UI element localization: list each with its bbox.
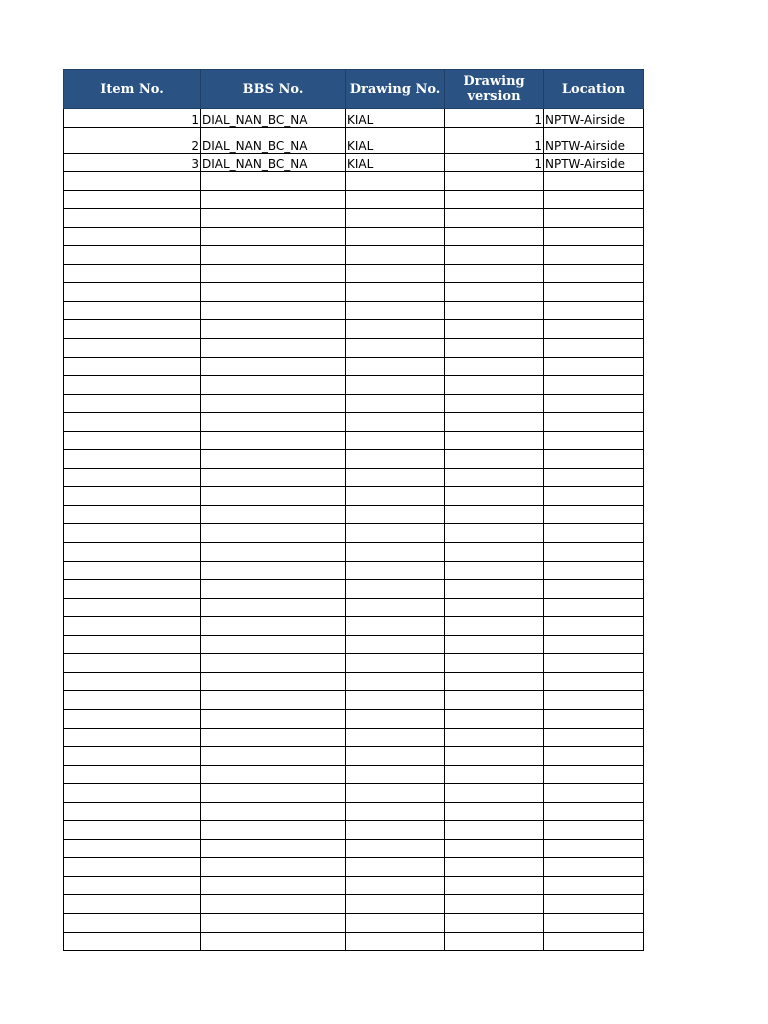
location-cell[interactable] <box>544 524 644 543</box>
item-no-cell[interactable] <box>64 468 201 487</box>
bbs-no-cell[interactable] <box>201 376 346 395</box>
drawing-version-cell[interactable] <box>445 598 544 617</box>
location-cell[interactable] <box>544 895 644 914</box>
location-cell[interactable] <box>544 320 644 339</box>
bbs-no-cell[interactable] <box>201 431 346 450</box>
item-no-cell[interactable]: 2 <box>64 127 201 153</box>
bbs-no-cell[interactable] <box>201 635 346 654</box>
drawing-no-cell[interactable] <box>346 246 445 265</box>
location-cell[interactable] <box>544 765 644 784</box>
drawing-no-cell[interactable] <box>346 895 445 914</box>
empty-row <box>64 209 644 228</box>
bbs-no-cell[interactable] <box>201 747 346 766</box>
drawing-version-cell[interactable] <box>445 858 544 877</box>
empty-row <box>64 784 644 803</box>
drawing-version-cell[interactable] <box>445 709 544 728</box>
empty-row <box>64 765 644 784</box>
drawing-no-cell[interactable] <box>346 691 445 710</box>
drawing-version-cell[interactable] <box>445 561 544 580</box>
location-cell[interactable] <box>544 376 644 395</box>
item-no-cell[interactable]: 3 <box>64 153 201 172</box>
drawing-version-cell[interactable]: 1 <box>445 127 544 153</box>
drawing-no-cell[interactable] <box>346 172 445 191</box>
item-no-cell[interactable] <box>64 598 201 617</box>
bbs-no-cell[interactable] <box>201 802 346 821</box>
empty-row <box>64 301 644 320</box>
drawing-version-cell[interactable] <box>445 190 544 209</box>
item-no-cell[interactable] <box>64 320 201 339</box>
drawing-no-cell[interactable] <box>346 635 445 654</box>
empty-row <box>64 264 644 283</box>
bbs-no-cell[interactable] <box>201 487 346 506</box>
drawing-no-cell[interactable] <box>346 598 445 617</box>
location-cell[interactable] <box>544 821 644 840</box>
bbs-no-cell[interactable] <box>201 691 346 710</box>
location-cell[interactable] <box>544 876 644 895</box>
empty-row <box>64 635 644 654</box>
location-cell[interactable] <box>544 654 644 673</box>
drawing-version-cell[interactable] <box>445 913 544 932</box>
empty-row <box>64 876 644 895</box>
location-cell[interactable] <box>544 431 644 450</box>
bbs-no-cell[interactable] <box>201 858 346 877</box>
drawing-version-cell[interactable] <box>445 895 544 914</box>
item-no-cell[interactable] <box>64 858 201 877</box>
location-cell[interactable] <box>544 913 644 932</box>
empty-row <box>64 617 644 636</box>
location-cell[interactable] <box>544 543 644 562</box>
item-no-cell[interactable] <box>64 487 201 506</box>
drawing-version-cell[interactable] <box>445 172 544 191</box>
drawing-version-cell[interactable] <box>445 635 544 654</box>
item-no-cell[interactable] <box>64 876 201 895</box>
bbs-no-cell[interactable] <box>201 672 346 691</box>
drawing-no-cell[interactable] <box>346 672 445 691</box>
bbs-no-cell[interactable] <box>201 413 346 432</box>
drawing-no-cell[interactable]: KIAL <box>346 127 445 153</box>
empty-row <box>64 821 644 840</box>
bbs-no-cell[interactable] <box>201 784 346 803</box>
header-drawing-version: Drawing version <box>445 70 544 109</box>
location-cell[interactable] <box>544 728 644 747</box>
drawing-version-cell[interactable] <box>445 580 544 599</box>
table-row <box>64 109 644 128</box>
item-no-cell[interactable] <box>64 376 201 395</box>
drawing-no-cell[interactable] <box>346 450 445 469</box>
empty-row <box>64 487 644 506</box>
empty-row <box>64 543 644 562</box>
drawing-no-cell[interactable] <box>346 876 445 895</box>
drawing-no-cell[interactable]: KIAL <box>346 153 445 172</box>
item-no-cell[interactable] <box>64 617 201 636</box>
drawing-version-cell[interactable] <box>445 357 544 376</box>
empty-row <box>64 691 644 710</box>
empty-row <box>64 283 644 302</box>
header-bbs-no: BBS No. <box>201 70 346 109</box>
drawing-version-cell[interactable] <box>445 339 544 358</box>
item-no-cell[interactable] <box>64 580 201 599</box>
drawing-version-cell[interactable] <box>445 747 544 766</box>
drawing-version-cell[interactable] <box>445 617 544 636</box>
location-cell[interactable] <box>544 617 644 636</box>
bbs-no-cell[interactable] <box>201 468 346 487</box>
drawing-version-cell[interactable] <box>445 487 544 506</box>
location-cell[interactable] <box>544 172 644 191</box>
empty-row <box>64 339 644 358</box>
drawing-version-cell[interactable] <box>445 505 544 524</box>
location-cell[interactable]: NPTW-Airside <box>544 109 644 128</box>
item-no-cell[interactable] <box>64 821 201 840</box>
item-no-cell[interactable] <box>64 802 201 821</box>
bbs-no-cell[interactable] <box>201 913 346 932</box>
drawing-no-cell[interactable] <box>346 320 445 339</box>
drawing-version-cell[interactable] <box>445 394 544 413</box>
item-no-cell[interactable] <box>64 932 201 951</box>
location-cell[interactable] <box>544 357 644 376</box>
item-no-cell[interactable] <box>64 895 201 914</box>
drawing-no-cell[interactable] <box>346 747 445 766</box>
location-cell[interactable] <box>544 209 644 228</box>
empty-row <box>64 246 644 265</box>
empty-row <box>64 580 644 599</box>
location-cell[interactable] <box>544 468 644 487</box>
drawing-version-cell[interactable] <box>445 264 544 283</box>
bbs-no-cell[interactable] <box>201 617 346 636</box>
drawing-no-cell[interactable] <box>346 765 445 784</box>
drawing-no-cell[interactable] <box>346 543 445 562</box>
drawing-version-cell[interactable] <box>445 876 544 895</box>
item-no-cell[interactable] <box>64 691 201 710</box>
drawing-no-cell[interactable] <box>346 839 445 858</box>
location-cell[interactable] <box>544 339 644 358</box>
header-row <box>64 70 644 109</box>
drawing-no-cell[interactable] <box>346 357 445 376</box>
drawing-version-cell[interactable] <box>445 320 544 339</box>
bbs-no-cell[interactable]: DIAL_NAN_BC_NA <box>201 153 346 172</box>
drawing-version-cell[interactable] <box>445 543 544 562</box>
empty-row <box>64 932 644 951</box>
empty-row <box>64 654 644 673</box>
item-no-cell[interactable] <box>64 264 201 283</box>
drawing-no-cell[interactable] <box>346 227 445 246</box>
location-cell[interactable] <box>544 450 644 469</box>
drawing-no-cell[interactable] <box>346 524 445 543</box>
bbs-no-cell[interactable]: DIAL_NAN_BC_NA <box>201 127 346 153</box>
empty-row <box>64 376 644 395</box>
drawing-version-cell[interactable] <box>445 246 544 265</box>
drawing-no-cell[interactable] <box>346 264 445 283</box>
location-cell[interactable] <box>544 246 644 265</box>
drawing-no-cell[interactable] <box>346 413 445 432</box>
drawing-version-cell[interactable] <box>445 227 544 246</box>
empty-row <box>64 672 644 691</box>
bbs-no-cell[interactable] <box>201 895 346 914</box>
drawing-no-cell[interactable] <box>346 190 445 209</box>
empty-row <box>64 227 644 246</box>
bbs-no-cell[interactable] <box>201 876 346 895</box>
drawing-no-cell[interactable] <box>346 617 445 636</box>
bbs-no-cell[interactable] <box>201 227 346 246</box>
drawing-version-cell[interactable] <box>445 654 544 673</box>
location-cell[interactable] <box>544 264 644 283</box>
bbs-no-cell[interactable] <box>201 301 346 320</box>
item-no-cell[interactable] <box>64 172 201 191</box>
empty-row <box>64 394 644 413</box>
item-no-cell[interactable] <box>64 246 201 265</box>
drawing-no-cell[interactable] <box>346 580 445 599</box>
location-cell[interactable] <box>544 784 644 803</box>
drawing-version-cell[interactable]: 1 <box>445 153 544 172</box>
drawing-no-cell[interactable] <box>346 468 445 487</box>
location-cell[interactable] <box>544 227 644 246</box>
item-no-cell[interactable] <box>64 672 201 691</box>
item-no-cell[interactable] <box>64 413 201 432</box>
item-no-cell[interactable] <box>64 561 201 580</box>
item-no-cell[interactable] <box>64 505 201 524</box>
bbs-table <box>63 69 644 951</box>
location-cell[interactable] <box>544 413 644 432</box>
drawing-version-cell[interactable] <box>445 468 544 487</box>
drawing-no-cell[interactable] <box>346 376 445 395</box>
item-no-cell[interactable] <box>64 543 201 562</box>
drawing-no-cell[interactable] <box>346 431 445 450</box>
location-cell[interactable]: NPTW-Airside <box>544 127 644 153</box>
location-cell[interactable] <box>544 635 644 654</box>
drawing-version-cell[interactable] <box>445 691 544 710</box>
drawing-no-cell[interactable] <box>346 913 445 932</box>
empty-row <box>64 895 644 914</box>
bbs-no-cell[interactable] <box>201 543 346 562</box>
location-cell[interactable] <box>544 858 644 877</box>
item-no-cell[interactable] <box>64 654 201 673</box>
bbs-no-cell[interactable] <box>201 932 346 951</box>
location-cell[interactable] <box>544 580 644 599</box>
item-no-cell[interactable] <box>64 209 201 228</box>
bbs-no-cell[interactable] <box>201 580 346 599</box>
bbs-no-cell[interactable] <box>201 339 346 358</box>
bbs-no-cell[interactable] <box>201 357 346 376</box>
location-cell[interactable]: NPTW-Airside <box>544 153 644 172</box>
empty-row <box>64 172 644 191</box>
header-location: Location <box>544 70 644 109</box>
drawing-version-cell[interactable] <box>445 802 544 821</box>
bbs-no-cell[interactable] <box>201 524 346 543</box>
empty-row <box>64 913 644 932</box>
drawing-version-cell[interactable] <box>445 839 544 858</box>
drawing-no-cell[interactable] <box>346 283 445 302</box>
drawing-version-cell[interactable] <box>445 932 544 951</box>
empty-row <box>64 431 644 450</box>
item-no-cell[interactable] <box>64 301 201 320</box>
item-no-cell[interactable] <box>64 709 201 728</box>
location-cell[interactable] <box>544 283 644 302</box>
bbs-no-cell[interactable] <box>201 394 346 413</box>
bbs-no-cell[interactable] <box>201 283 346 302</box>
empty-row <box>64 320 644 339</box>
empty-row <box>64 598 644 617</box>
drawing-no-cell[interactable] <box>346 821 445 840</box>
drawing-no-cell[interactable] <box>346 505 445 524</box>
drawing-version-cell[interactable] <box>445 728 544 747</box>
bbs-no-cell[interactable] <box>201 598 346 617</box>
empty-row <box>64 450 644 469</box>
empty-row <box>64 561 644 580</box>
item-no-cell[interactable] <box>64 227 201 246</box>
bbs-no-cell[interactable] <box>201 839 346 858</box>
drawing-no-cell[interactable] <box>346 784 445 803</box>
item-no-cell[interactable] <box>64 190 201 209</box>
location-cell[interactable] <box>544 747 644 766</box>
bbs-no-cell[interactable] <box>201 709 346 728</box>
location-cell[interactable] <box>544 301 644 320</box>
item-no-cell[interactable] <box>64 635 201 654</box>
drawing-no-cell[interactable] <box>346 209 445 228</box>
table-row <box>64 127 644 153</box>
location-cell[interactable] <box>544 561 644 580</box>
item-no-cell[interactable] <box>64 339 201 358</box>
empty-row <box>64 468 644 487</box>
empty-row <box>64 357 644 376</box>
location-cell[interactable] <box>544 672 644 691</box>
bbs-no-cell[interactable] <box>201 561 346 580</box>
empty-row <box>64 505 644 524</box>
drawing-no-cell[interactable] <box>346 487 445 506</box>
location-cell[interactable] <box>544 691 644 710</box>
item-no-cell[interactable] <box>64 765 201 784</box>
drawing-version-cell[interactable] <box>445 413 544 432</box>
header-drawing-no: Drawing No. <box>346 70 445 109</box>
bbs-no-cell[interactable] <box>201 246 346 265</box>
item-no-cell[interactable]: 1 <box>64 109 201 128</box>
location-cell[interactable] <box>544 598 644 617</box>
drawing-version-cell[interactable] <box>445 301 544 320</box>
empty-row <box>64 802 644 821</box>
bbs-no-cell[interactable] <box>201 209 346 228</box>
drawing-no-cell[interactable] <box>346 858 445 877</box>
drawing-version-cell[interactable] <box>445 784 544 803</box>
drawing-no-cell[interactable] <box>346 728 445 747</box>
drawing-no-cell[interactable] <box>346 394 445 413</box>
item-no-cell[interactable] <box>64 283 201 302</box>
drawing-version-cell[interactable]: 1 <box>445 109 544 128</box>
drawing-version-cell[interactable] <box>445 821 544 840</box>
location-cell[interactable] <box>544 505 644 524</box>
location-cell[interactable] <box>544 709 644 728</box>
item-no-cell[interactable] <box>64 728 201 747</box>
item-no-cell[interactable] <box>64 839 201 858</box>
location-cell[interactable] <box>544 802 644 821</box>
header-item-no: Item No. <box>64 70 201 109</box>
drawing-version-cell[interactable] <box>445 209 544 228</box>
bbs-no-cell[interactable] <box>201 320 346 339</box>
drawing-version-cell[interactable] <box>445 524 544 543</box>
bbs-no-cell[interactable] <box>201 654 346 673</box>
location-cell[interactable] <box>544 932 644 951</box>
table-body <box>64 109 644 951</box>
item-no-cell[interactable] <box>64 524 201 543</box>
drawing-version-cell[interactable] <box>445 376 544 395</box>
drawing-no-cell[interactable] <box>346 654 445 673</box>
drawing-no-cell[interactable] <box>346 932 445 951</box>
drawing-version-cell[interactable] <box>445 283 544 302</box>
item-no-cell[interactable] <box>64 913 201 932</box>
item-no-cell[interactable] <box>64 357 201 376</box>
empty-row <box>64 728 644 747</box>
empty-row <box>64 709 644 728</box>
empty-row <box>64 839 644 858</box>
empty-row <box>64 524 644 543</box>
location-cell[interactable] <box>544 839 644 858</box>
bbs-no-cell[interactable] <box>201 264 346 283</box>
drawing-version-cell[interactable] <box>445 431 544 450</box>
location-cell[interactable] <box>544 190 644 209</box>
empty-row <box>64 747 644 766</box>
bbs-no-cell[interactable] <box>201 505 346 524</box>
bbs-no-cell[interactable] <box>201 728 346 747</box>
item-no-cell[interactable] <box>64 747 201 766</box>
location-cell[interactable] <box>544 394 644 413</box>
item-no-cell[interactable] <box>64 450 201 469</box>
bbs-no-cell[interactable]: DIAL_NAN_BC_NA <box>201 109 346 128</box>
bbs-no-cell[interactable] <box>201 821 346 840</box>
drawing-version-cell[interactable] <box>445 672 544 691</box>
drawing-no-cell[interactable] <box>346 709 445 728</box>
empty-row <box>64 858 644 877</box>
empty-row <box>64 190 644 209</box>
bbs-no-cell[interactable] <box>201 190 346 209</box>
drawing-no-cell[interactable] <box>346 339 445 358</box>
drawing-no-cell[interactable] <box>346 301 445 320</box>
drawing-version-cell[interactable] <box>445 765 544 784</box>
bbs-no-cell[interactable] <box>201 765 346 784</box>
bbs-no-cell[interactable] <box>201 450 346 469</box>
drawing-no-cell[interactable] <box>346 561 445 580</box>
drawing-version-cell[interactable] <box>445 450 544 469</box>
item-no-cell[interactable] <box>64 394 201 413</box>
empty-row <box>64 413 644 432</box>
drawing-no-cell[interactable] <box>346 802 445 821</box>
drawing-no-cell[interactable]: KIAL <box>346 109 445 128</box>
item-no-cell[interactable] <box>64 431 201 450</box>
bbs-no-cell[interactable] <box>201 172 346 191</box>
location-cell[interactable] <box>544 487 644 506</box>
table-row <box>64 153 644 172</box>
item-no-cell[interactable] <box>64 784 201 803</box>
